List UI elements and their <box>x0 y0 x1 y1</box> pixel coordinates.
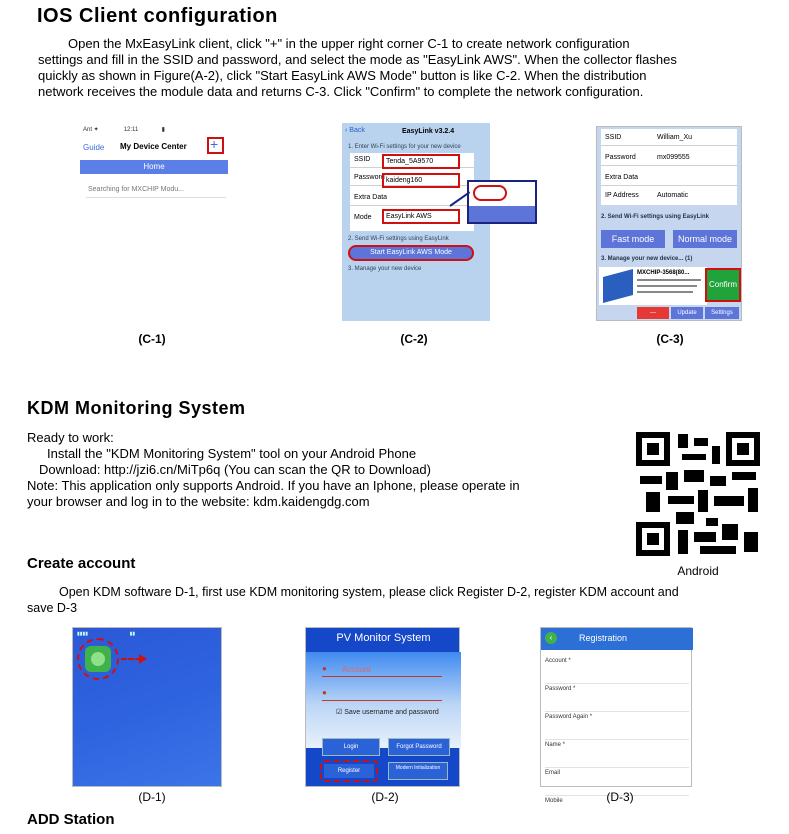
ssid-value: William_Xu <box>657 134 693 141</box>
screenshot-d2 <box>305 627 460 787</box>
start-easylink-button[interactable]: Start EasyLink AWS Mode <box>348 245 474 261</box>
create-account-heading: Create account <box>27 555 136 572</box>
password-label: Password <box>354 174 385 181</box>
registration-header <box>541 628 693 650</box>
mode-popup <box>467 180 537 224</box>
confirm-button[interactable]: Confirm <box>705 268 741 302</box>
easylink-title: EasyLink v3.2.4 <box>402 128 455 135</box>
kdm-heading: KDM Monitoring System <box>27 398 246 418</box>
ssid-input[interactable]: Tenda_5A9570 <box>386 158 434 165</box>
caption-d3: (D-3) <box>606 790 634 804</box>
screenshot-d1 <box>72 627 222 787</box>
registration-form <box>545 658 689 812</box>
kdm-line: Ready to work: <box>27 430 114 445</box>
account-field[interactable]: Account * <box>545 658 689 684</box>
kdm-ready-text <box>27 430 627 510</box>
account-input[interactable]: ● Account <box>322 664 442 677</box>
ip-address-label: IP Address <box>605 192 639 199</box>
email-field[interactable]: Email <box>545 768 689 796</box>
normal-mode-button[interactable]: Normal mode <box>673 230 737 248</box>
forgot-password-button[interactable]: Forgot Password <box>388 738 450 756</box>
add-device-button[interactable]: + <box>210 136 219 152</box>
screenshot-c2 <box>342 123 490 321</box>
caption-c3: (C-3) <box>656 332 684 346</box>
status-bar: ▮▮▮▮ ▮▮ <box>77 631 136 637</box>
device-module-icon <box>603 269 633 303</box>
section-1-label: 1. Enter Wi-Fi settings for your new device <box>348 144 461 150</box>
kdm-download-line: Download: http://jzi6.cn/MiTp6q (You can scan the QR to Download) <box>39 462 431 477</box>
status-bar: Ant ✦ 12:11 ▮ <box>83 127 165 133</box>
modern-init-button[interactable]: Modern Initialization <box>388 762 448 780</box>
mode-label: Mode <box>354 214 372 221</box>
add-station-heading: ADD Station <box>27 811 115 828</box>
password-value: mx099555 <box>657 154 690 161</box>
login-button[interactable]: Login <box>322 738 380 756</box>
section-3-label: 3. Manage your new device... (1) <box>601 256 693 262</box>
password-field[interactable]: Password * <box>545 684 689 712</box>
wifi-info <box>601 129 737 205</box>
registration-title: Registration <box>579 633 628 643</box>
device-center-title: My Device Center <box>120 142 187 151</box>
update-button[interactable]: Update <box>671 307 703 319</box>
caption-c1: (C-1) <box>138 332 166 346</box>
pv-monitor-title: PV Monitor System <box>336 632 431 644</box>
qr-caption: Android <box>677 564 719 578</box>
section-2-label: 2. Send Wi-Fi settings using EasyLink <box>348 236 449 242</box>
device-name: MXCHIP-3568(80... <box>637 270 690 276</box>
remember-checkbox[interactable]: ☑ Save username and password <box>336 709 439 716</box>
ssid-label: SSID <box>605 134 622 141</box>
guide-link[interactable]: Guide <box>83 143 105 152</box>
ios-intro-line: network receives the module data and returns C-3. Click "Confirm" to complete the network configuration. <box>38 84 644 99</box>
fast-mode-button[interactable]: Fast mode <box>601 230 665 248</box>
screenshot-c3 <box>596 126 742 321</box>
ios-intro-line: quickly as shown in Figure(A-2), click "Start EasyLink AWS Mode" button is like C-2. When the distribution <box>38 68 647 83</box>
kdm-line: your browser and log in to the website: kdm.kaidengdg.com <box>27 494 370 509</box>
password-input[interactable]: kaideng160 <box>386 177 423 184</box>
delete-button[interactable]: — <box>637 307 669 319</box>
password-label: Password <box>605 154 636 161</box>
caption-c2: (C-2) <box>400 332 428 346</box>
kdm-line: Note: This application only supports Android. If you have an Iphone, please operate in <box>27 478 520 493</box>
create-line: save D-3 <box>27 601 78 615</box>
device-card[interactable] <box>599 267 707 305</box>
settings-button[interactable]: Settings <box>705 307 739 319</box>
kdm-line: Install the "KDM Monitoring System" tool on your Android Phone <box>47 446 417 461</box>
back-link[interactable]: ‹ Back <box>345 127 365 134</box>
ios-intro-line: Open the MxEasyLink client, click "+" in the upper right corner C-1 to create network configuration <box>68 36 630 51</box>
arrow-icon <box>139 654 147 664</box>
password-input[interactable]: ● <box>322 688 442 701</box>
ios-intro-line: settings and fill in the SSID and password, and select the mode as "EasyLink AWS". When the collector flashes <box>38 52 677 67</box>
qr-code-icon <box>636 432 760 556</box>
back-icon[interactable]: ‹ <box>545 632 557 644</box>
extra-data-label: Extra Data <box>354 194 388 201</box>
mobile-field[interactable]: Mobile <box>545 798 563 804</box>
create-account-text <box>27 584 767 616</box>
ios-intro <box>38 36 778 100</box>
home-bar[interactable]: Home <box>80 160 228 174</box>
ip-address-value: Automatic <box>657 192 689 199</box>
password-again-field[interactable]: Password Again * <box>545 712 689 740</box>
screenshot-c1 <box>80 123 228 213</box>
caption-d2: (D-2) <box>371 790 399 804</box>
extra-data-label: Extra Data <box>605 174 639 181</box>
caption-d1: (D-1) <box>138 790 166 804</box>
create-line: Open KDM software D-1, first use KDM monitoring system, please click Register D-2, register KDM account and <box>59 585 679 599</box>
searching-text: Searching for MXCHIP Modu... <box>88 186 184 193</box>
ios-heading: IOS Client configuration <box>37 5 278 27</box>
name-field[interactable]: Name * <box>545 740 689 768</box>
register-button[interactable]: Register <box>324 764 374 778</box>
ssid-label: SSID <box>354 156 371 163</box>
mode-select[interactable]: EasyLink AWS <box>386 213 432 220</box>
section-3-label: 3. Manage your new device <box>348 266 422 272</box>
section-2-label: 2. Send Wi-Fi settings using EasyLink <box>601 214 709 220</box>
kdm-app-icon[interactable] <box>85 646 111 672</box>
